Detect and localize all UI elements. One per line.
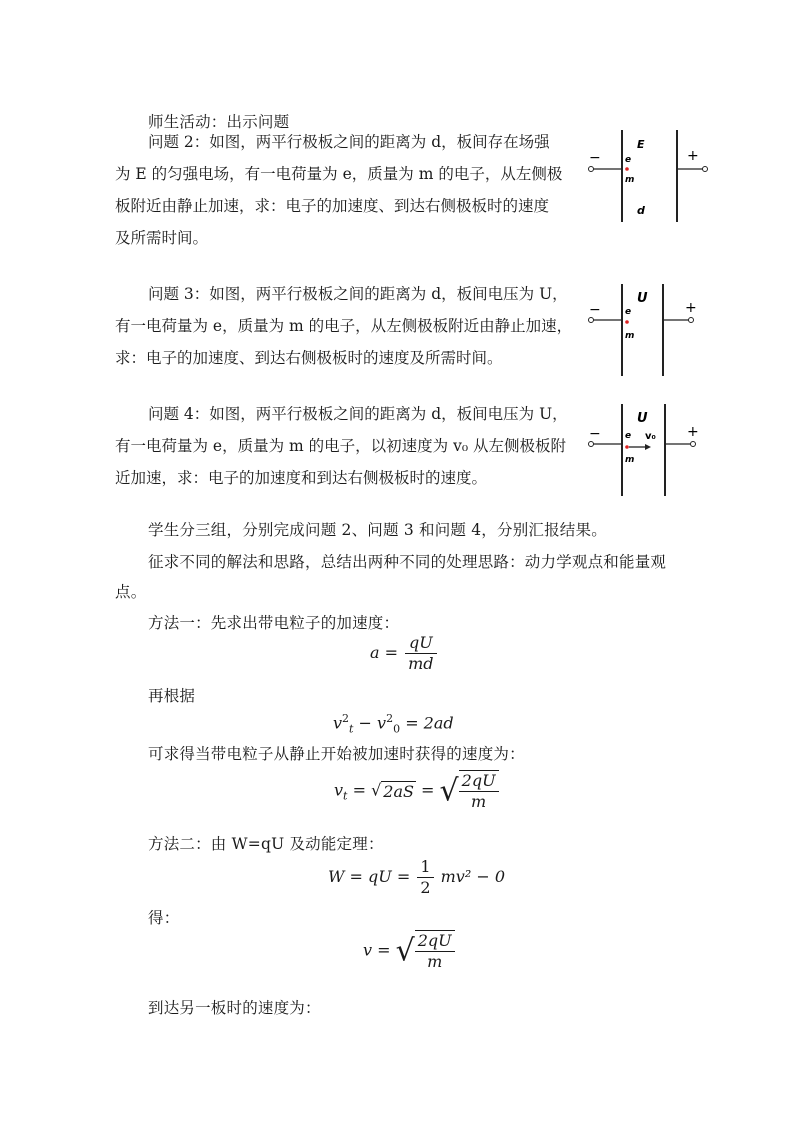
formula-velocity-sqrt: $v_t$ = √ 2aS = √ $\frac{2qU}{m}$ xyxy=(334,770,501,812)
problem-2-line-1: 问题 2：如图，两平行极板之间的距离为 d，板间存在场强 xyxy=(148,133,550,151)
summary-line-2: 点。 xyxy=(115,583,147,601)
activity-header: 师生活动：出示问题 xyxy=(148,113,290,131)
velocity-label: v₀ xyxy=(645,431,656,442)
problem-4-line-1: 问题 4：如图，两平行极板之间的距离为 d，板间电压为 U， xyxy=(148,405,568,423)
voltage-label: U xyxy=(637,411,648,426)
problem-4-diagram xyxy=(585,400,710,500)
then-by-text: 再根据 xyxy=(148,687,196,705)
minus-sign: − xyxy=(589,302,601,318)
sqrt-fraction xyxy=(415,930,455,972)
problem-4-text xyxy=(115,398,585,494)
electron-dot xyxy=(625,445,629,449)
formula-kinematics: $v^2_t - v^2_0 = 2ad$ xyxy=(333,712,454,736)
formula-lhs: v xyxy=(334,780,344,800)
charge-label: e xyxy=(625,307,632,317)
formula-lhs: a = xyxy=(370,643,399,662)
formula-final-velocity: v = √ $\frac{2qU}{m}$ xyxy=(363,930,457,972)
formula-work-energy xyxy=(328,857,505,898)
summary-line-1: 征求不同的解法和思路，总结出两种不同的处理思路：动力学观点和能量观 xyxy=(148,553,667,571)
problem-4-line-3: 近加速，求：电子的加速度和到达右侧极板时的速度。 xyxy=(115,469,488,487)
equals-sign: = xyxy=(352,780,366,800)
final-velocity-text: 到达另一板时的速度为： xyxy=(148,999,321,1017)
plus-sign: + xyxy=(687,148,699,164)
problem-2-text xyxy=(115,126,585,254)
problem-3-line-2: 有一电荷量为 e，质量为 m 的电子，从左侧极板附近由静止加速， xyxy=(115,317,573,335)
numerator: 1 xyxy=(417,857,433,878)
problem-3-diagram xyxy=(585,280,710,380)
left-terminal xyxy=(589,167,594,172)
mass-label: m xyxy=(625,455,635,465)
denominator: md xyxy=(408,654,434,673)
formula-lhs: v = xyxy=(363,940,391,960)
numerator: 2qU xyxy=(459,771,499,792)
electron-dot xyxy=(625,167,629,171)
sqrt-argument: 2aS xyxy=(383,782,414,801)
minus-sign: − xyxy=(589,150,601,166)
problem-3-line-3: 求：电子的加速度、到达右侧极板时的速度及所需时间。 xyxy=(115,349,503,367)
voltage-label: U xyxy=(637,291,648,306)
student-groups-text: 学生分三组，分别完成问题 2、问题 3 和问题 4，分别汇报结果。 xyxy=(148,521,607,539)
formula-rhs: = 2ad xyxy=(405,713,454,733)
get-text: 得： xyxy=(148,909,180,927)
velocity-arrow-head xyxy=(645,444,651,450)
fraction xyxy=(417,857,433,898)
right-terminal xyxy=(703,167,708,172)
numerator: 2qU xyxy=(415,931,455,952)
formula-acceleration xyxy=(370,633,439,674)
formula-rhs: mv² − 0 xyxy=(440,867,506,886)
fraction xyxy=(405,633,436,674)
problem-2-line-3: 板附近由静止加速，求：电子的加速度、到达右侧极板时的速度 xyxy=(115,197,550,215)
charge-label: e xyxy=(625,155,632,165)
problem-2-line-2: 为 E 的匀强电场，有一电荷量为 e，质量为 m 的电子，从左侧极 xyxy=(115,165,563,183)
minus-sign: − xyxy=(589,426,601,442)
numerator: qU xyxy=(405,633,436,654)
formula-lhs: W = qU = xyxy=(328,867,411,886)
equals-sign-2: = xyxy=(421,780,435,800)
problem-4-line-2: 有一电荷量为 e，质量为 m 的电子，以初速度为 v₀ 从左侧极板附 xyxy=(115,437,566,455)
electron-dot xyxy=(625,320,629,324)
method-two-text: 方法二：由 W=qU 及动能定理： xyxy=(148,835,384,853)
problem-3-line-1: 问题 3：如图，两平行极板之间的距离为 d，板间电压为 U， xyxy=(148,285,568,303)
field-label: E xyxy=(637,138,645,151)
result-intro-text: 可求得当带电粒子从静止开始被加速时获得的速度为： xyxy=(148,745,525,763)
mass-label: m xyxy=(625,331,635,341)
plus-sign: + xyxy=(685,300,697,316)
right-terminal xyxy=(689,318,694,323)
charge-label: e xyxy=(625,431,632,441)
plus-sign: + xyxy=(687,424,699,440)
method-one-text: 方法一：先求出带电粒子的加速度： xyxy=(148,614,400,632)
formula-subscript: t xyxy=(343,789,348,803)
distance-label: d xyxy=(637,204,645,217)
problem-2-line-4: 及所需时间。 xyxy=(115,229,209,247)
left-terminal xyxy=(589,442,594,447)
left-terminal xyxy=(589,318,594,323)
sqrt-fraction xyxy=(459,770,499,812)
right-terminal xyxy=(691,442,696,447)
problem-2-diagram xyxy=(585,126,710,226)
denominator: m xyxy=(427,952,443,971)
problem-3-text xyxy=(115,278,585,374)
denominator: 2 xyxy=(420,878,431,897)
mass-label: m xyxy=(625,175,635,185)
denominator: m xyxy=(471,792,487,811)
